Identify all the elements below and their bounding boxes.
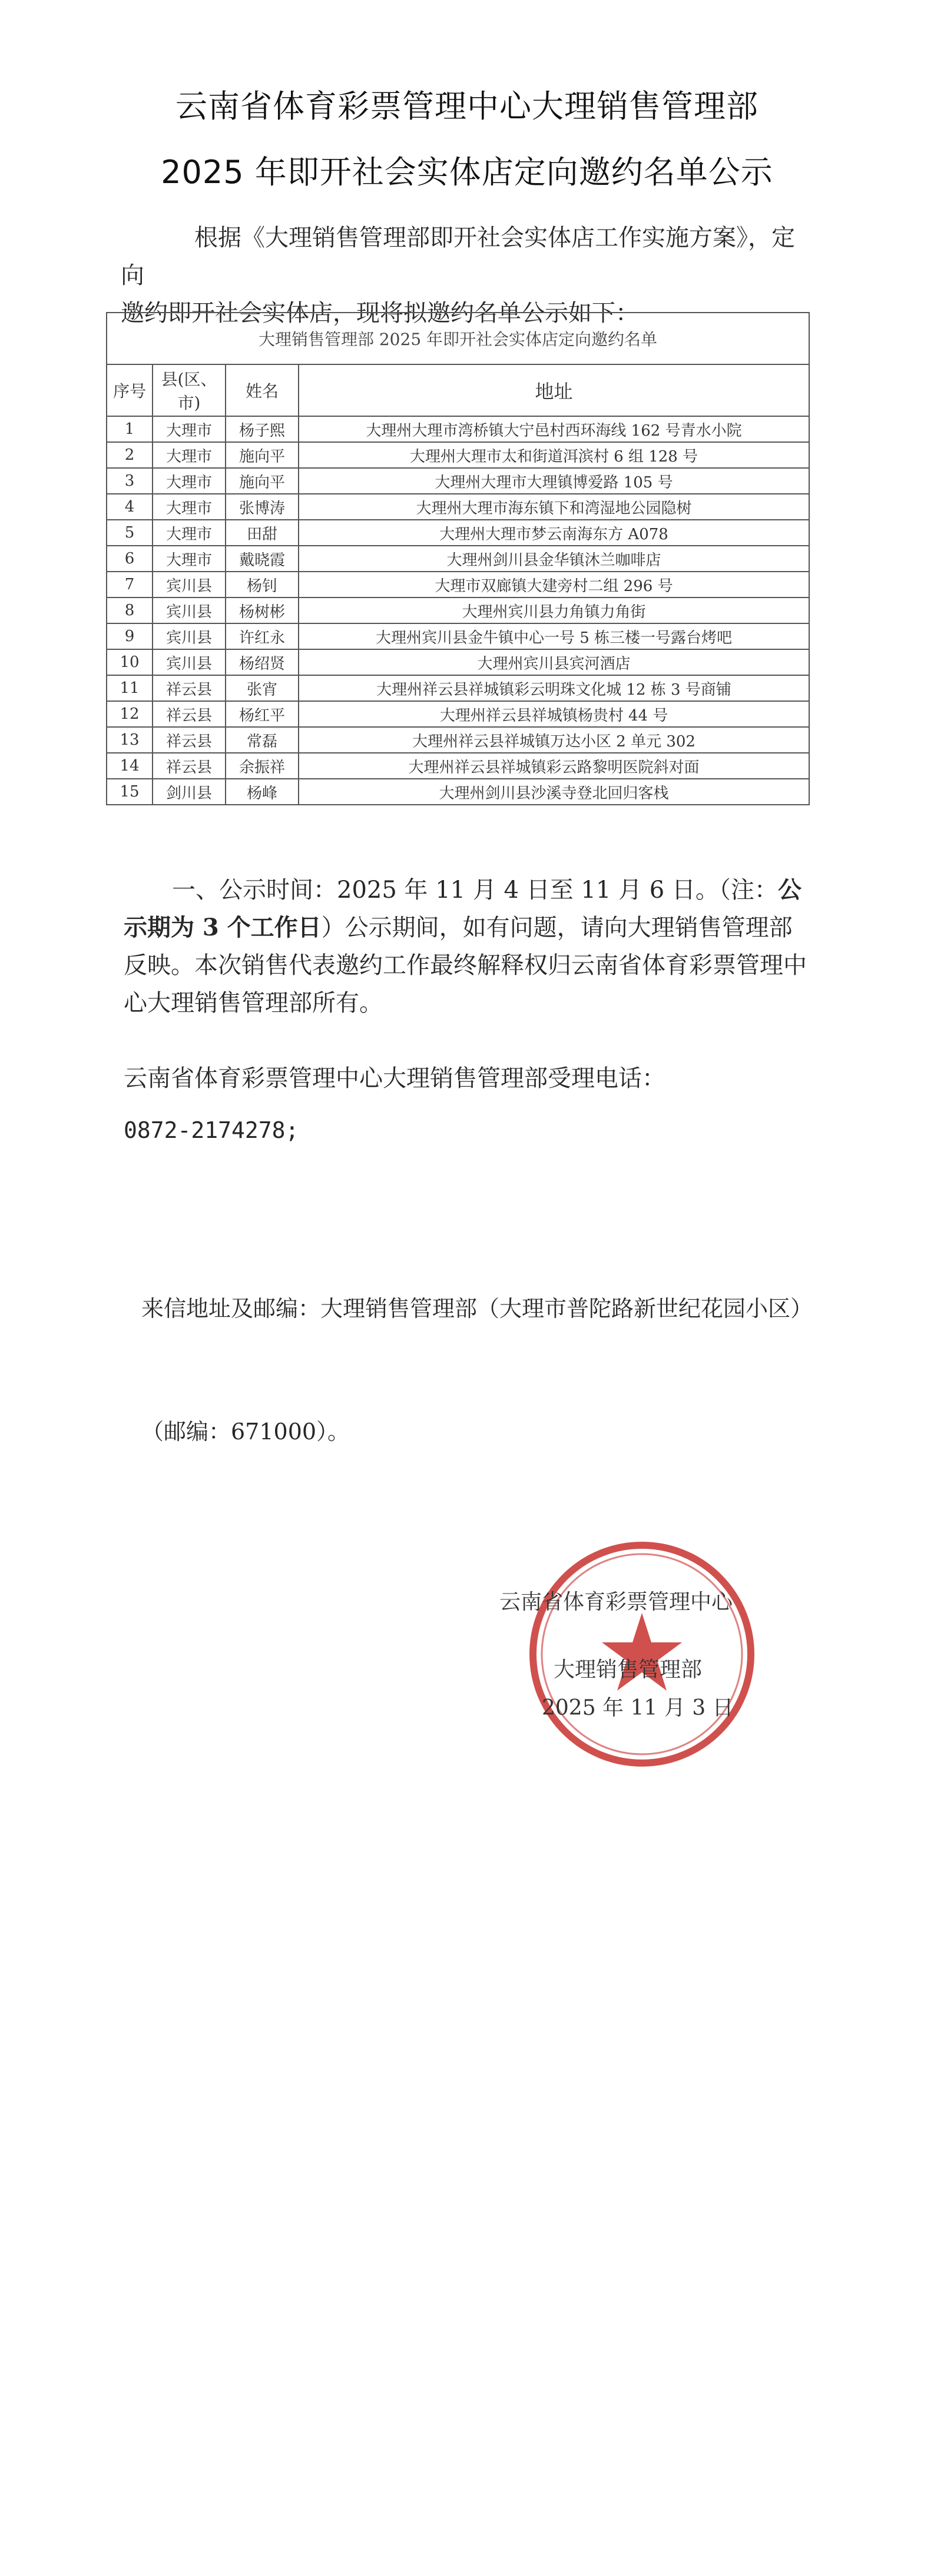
- cell-no: 2: [107, 442, 153, 468]
- header-address: 地址: [299, 364, 809, 416]
- org-signature-line-1: 云南省体育彩票管理中心: [499, 1590, 733, 1614]
- cell-no: 9: [107, 623, 153, 649]
- table-row: [107, 701, 809, 727]
- table-header-row: [107, 364, 809, 416]
- table-row: [107, 468, 809, 494]
- phone-number: 0872-2174278;: [124, 1117, 299, 1143]
- cell-county: 祥云县: [153, 727, 226, 753]
- intro-line-1: 根据《大理销售管理部即开社会实体店工作实施方案》，定向: [121, 224, 795, 289]
- cell-address: 大理州祥云县祥城镇彩云明珠文化城 12 栋 3 号商铺: [299, 675, 809, 701]
- cell-county: 大理市: [153, 442, 226, 468]
- cell-name: 余振祥: [226, 753, 299, 779]
- cell-no: 6: [107, 546, 153, 572]
- cell-no: 10: [107, 649, 153, 675]
- cell-county: 祥云县: [153, 701, 226, 727]
- table-row: [107, 779, 809, 805]
- cell-name: 杨红平: [226, 701, 299, 727]
- cell-county: 宾川县: [153, 572, 226, 597]
- cell-name: 张博涛: [226, 494, 299, 520]
- header-no: 序号: [107, 364, 153, 416]
- cell-no: 8: [107, 597, 153, 623]
- cell-name: 杨钊: [226, 572, 299, 597]
- table-row: [107, 494, 809, 520]
- cell-address: 大理州宾川县宾河酒店: [299, 649, 809, 675]
- cell-county: 剑川县: [153, 779, 226, 805]
- cell-name: 杨子熙: [226, 416, 299, 442]
- page-title: 云南省体育彩票管理中心大理销售管理部: [175, 88, 759, 125]
- cell-address: 大理州剑川县金华镇沐兰咖啡店: [299, 546, 809, 572]
- cell-county: 大理市: [153, 520, 226, 546]
- cell-county: 大理市: [153, 546, 226, 572]
- table-row: [107, 442, 809, 468]
- cell-county: 大理市: [153, 468, 226, 494]
- cell-name: 施向平: [226, 442, 299, 468]
- header-county: 县(区、市): [153, 364, 226, 416]
- invite-list-table: [106, 312, 810, 805]
- page-subtitle: 2025 年即开社会实体店定向邀约名单公示: [161, 154, 773, 191]
- signature-date: 2025 年 11 月 3 日: [542, 1696, 734, 1720]
- cell-no: 15: [107, 779, 153, 805]
- cell-address: 大理州大理市梦云南海东方 A078: [299, 520, 809, 546]
- table-row: [107, 546, 809, 572]
- invite-list-table-container: [106, 312, 810, 805]
- cell-name: 戴晓霞: [226, 546, 299, 572]
- cell-county: 宾川县: [153, 623, 226, 649]
- notice-pre: 一、公示时间：2025 年 11 月 4 日至 11 月 6 日。（注：: [172, 877, 778, 904]
- cell-county: 祥云县: [153, 753, 226, 779]
- table-row: [107, 520, 809, 546]
- cell-address: 大理州大理市太和街道洱滨村 6 组 128 号: [299, 442, 809, 468]
- cell-address: 大理州大理市大理镇博爱路 105 号: [299, 468, 809, 494]
- cell-county: 宾川县: [153, 649, 226, 675]
- cell-no: 7: [107, 572, 153, 597]
- cell-county: 宾川县: [153, 597, 226, 623]
- table-row: [107, 623, 809, 649]
- cell-name: 杨绍贤: [226, 649, 299, 675]
- table-caption: 大理销售管理部 2025 年即开社会实体店定向邀约名单: [107, 313, 809, 364]
- notice-paragraph: [124, 871, 813, 1022]
- mail-address: 来信地址及邮编：大理销售管理部（大理市普陀路新世纪花园小区）: [141, 1296, 813, 1322]
- cell-address: 大理州祥云县祥城镇杨贵村 44 号: [299, 701, 809, 727]
- cell-no: 4: [107, 494, 153, 520]
- cell-address: 大理州剑川县沙溪寺登北回归客栈: [299, 779, 809, 805]
- cell-name: 田甜: [226, 520, 299, 546]
- cell-county: 大理市: [153, 494, 226, 520]
- cell-county: 祥云县: [153, 675, 226, 701]
- cell-no: 3: [107, 468, 153, 494]
- cell-no: 14: [107, 753, 153, 779]
- table-row: [107, 597, 809, 623]
- cell-address: 大理市双廊镇大建旁村二组 296 号: [299, 572, 809, 597]
- cell-name: 许红永: [226, 623, 299, 649]
- cell-name: 常磊: [226, 727, 299, 753]
- intro-line-2: 邀约即开社会实体店，现将拟邀约名单公示如下：: [121, 300, 639, 327]
- cell-address: 大理州宾川县力角镇力角街: [299, 597, 809, 623]
- table-row: [107, 727, 809, 753]
- cell-address: 大理州大理市海东镇下和湾湿地公园隐树: [299, 494, 809, 520]
- table-row: [107, 649, 809, 675]
- org-signature-line-2: 大理销售管理部: [554, 1658, 703, 1682]
- cell-address: 大理州祥云县祥城镇万达小区 2 单元 302: [299, 727, 809, 753]
- cell-address: 大理州宾川县金牛镇中心一号 5 栋三楼一号露台烤吧: [299, 623, 809, 649]
- cell-address: 大理州祥云县祥城镇彩云路黎明医院斜对面: [299, 753, 809, 779]
- cell-name: 杨树彬: [226, 597, 299, 623]
- table-row: [107, 675, 809, 701]
- notice-text: [124, 871, 813, 1022]
- cell-name: 杨峰: [226, 779, 299, 805]
- table-row: [107, 753, 809, 779]
- table-row: [107, 572, 809, 597]
- cell-no: 5: [107, 520, 153, 546]
- postcode: （邮编：671000）。: [141, 1419, 350, 1445]
- cell-no: 12: [107, 701, 153, 727]
- notice-bold: 公示期为 3 个工作日: [124, 876, 801, 941]
- cell-address: 大理州大理市湾桥镇大宁邑村西环海线 162 号青水小院: [299, 416, 809, 442]
- cell-name: 张宵: [226, 675, 299, 701]
- table-row: [107, 416, 809, 442]
- cell-no: 13: [107, 727, 153, 753]
- cell-county: 大理市: [153, 416, 226, 442]
- table-body: [107, 416, 809, 805]
- header-name: 姓名: [226, 364, 299, 416]
- cell-name: 施向平: [226, 468, 299, 494]
- cell-no: 1: [107, 416, 153, 442]
- cell-no: 11: [107, 675, 153, 701]
- phone-label: 云南省体育彩票管理中心大理销售管理部受理电话：: [124, 1065, 665, 1092]
- notice-post: ）公示期间，如有问题，请向大理销售管理部反映。本次销售代表邀约工作最终解释权归云南省体育彩票管理中心大理销售管理部所有。: [124, 914, 807, 1017]
